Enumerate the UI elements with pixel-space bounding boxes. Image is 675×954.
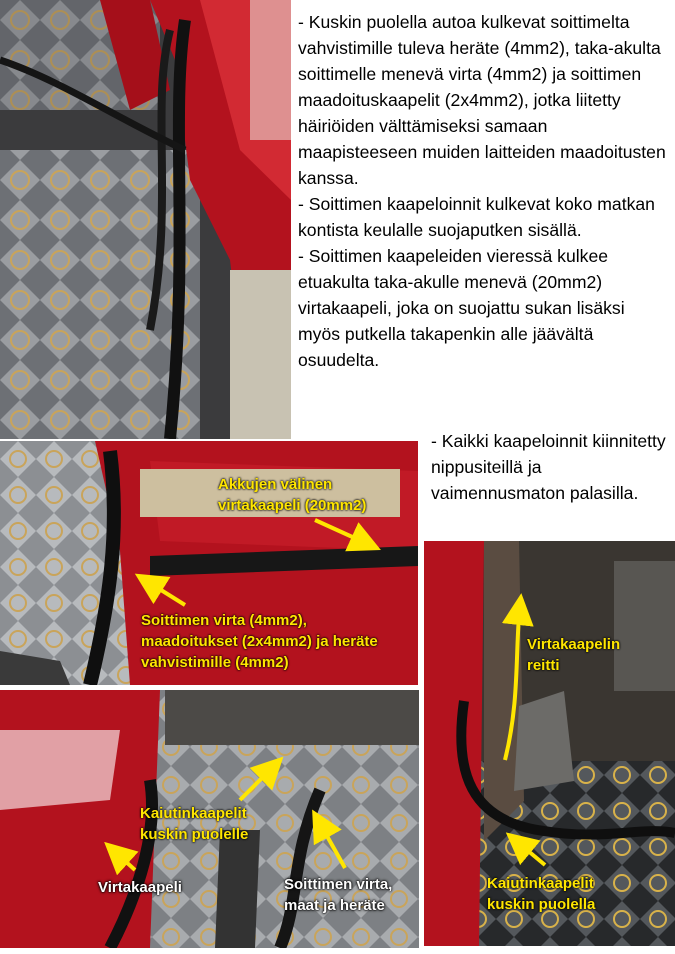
description-paragraph-3: - Soittimen kaapeleiden vieressä kulkee etuakulta taka-akulle menevä (20mm2) virtakaapeli, joka on suojattu sukan lisäksi myös putkella takapenkin alle jäävältä osuudelta.	[298, 246, 625, 370]
label-virtakaapeli: Virtakaapeli	[98, 879, 182, 896]
description-paragraph-1: - Kuskin puolella autoa kulkevat soittimelta vahvistimille tuleva heräte (4mm2), taka-akulta soittimelle menevä virta (4mm2) ja soittimen maadoituskaapelit (2x4mm2), jotka liitetty häiriöiden välttämiseksi samaan maapisteeseen muiden laitteiden maadoitusten kanssa.	[298, 12, 666, 188]
label-soittimen-virta-long: Soittimen virta (4mm2), maadoitukset (2x4mm2) ja heräte vahvistimille (4mm2)	[141, 612, 378, 671]
photo-door-pillar-cables	[0, 0, 291, 439]
label-virtakaapelin-reitti: Virtakaapelin reitti	[527, 636, 621, 674]
side-note: - Kaikki kaapeloinnit kiinnitetty nippusiteillä ja vaimennusmaton palasilla.	[431, 431, 666, 503]
label-kaiutinkaapelit-kuskin-puolelle: Kaiutinkaapelit kuskin puolelle	[140, 805, 249, 843]
label-kaiutinkaapelit-kuskin-puolella: Kaiutinkaapelit kuskin puolella	[487, 875, 596, 913]
description-text	[298, 9, 668, 373]
description-paragraph-2: - Soittimen kaapeloinnit kulkevat koko matkan kontista keulalle suojaputken sisällä.	[298, 194, 655, 240]
label-akkujen-virtakaapeli: Akkujen välinen virtakaapeli (20mm2)	[218, 476, 367, 514]
label-soittimen-virta-short: Soittimen virta, maat ja heräte	[284, 876, 393, 914]
